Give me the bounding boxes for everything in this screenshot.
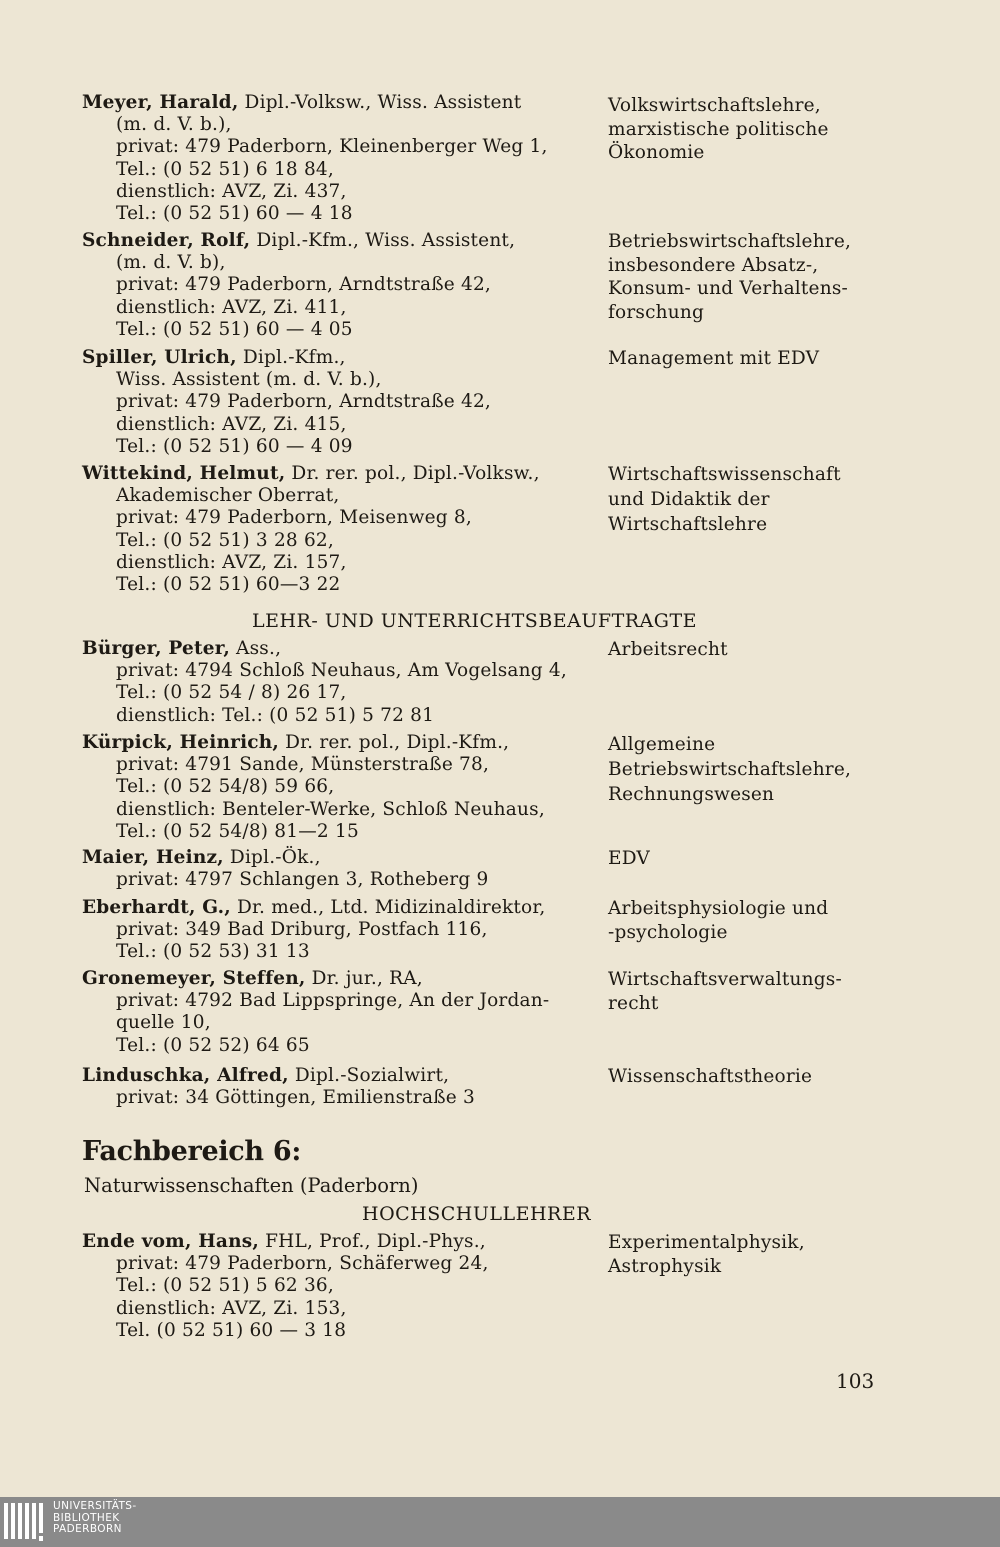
entry-line: privat: 479 Paderborn, Arndtstraße 42,	[116, 274, 492, 296]
person-name: Linduschka, Alfred,	[82, 1065, 289, 1086]
entry-line: privat: 479 Paderborn, Kleinenberger Weg 1,	[116, 136, 548, 158]
subject-line: Wissenschaftstheorie	[608, 1066, 813, 1087]
subject-line: Ökonomie	[608, 142, 705, 163]
subject-spiller	[608, 347, 978, 371]
entry-line: dienstlich: AVZ, Zi. 411,	[116, 296, 347, 318]
subject-line: Allgemeine	[608, 734, 716, 755]
subject-line: insbesondere Absatz-,	[608, 254, 819, 276]
staff-entry-linduschka	[82, 1065, 602, 1109]
entry-line: dienstlich: AVZ, Zi. 437,	[116, 180, 347, 202]
entry-line: privat: 34 Göttingen, Emilienstraße 3	[116, 1087, 475, 1109]
entry-line: privat: 4792 Bad Lippspringe, An der Jordan-	[116, 990, 550, 1012]
entry-line: Tel.: (0 52 52) 64 65	[116, 1034, 310, 1056]
subject-line: -psychologie	[608, 921, 728, 943]
person-name: Maier, Heinz,	[82, 847, 224, 868]
entry-title-line: Dipl.-Kfm.,	[236, 347, 346, 368]
person-name: Bürger, Peter,	[82, 638, 230, 659]
person-name: Gronemeyer, Steffen,	[82, 968, 306, 989]
subject-line: Arbeitsrecht	[608, 639, 728, 660]
subject-linduschka	[608, 1065, 978, 1089]
entry-line: dienstlich: Tel.: (0 52 51) 5 72 81	[116, 704, 435, 726]
staff-entry-ende-vom	[82, 1231, 602, 1342]
subject-line: marxistische politische	[608, 118, 829, 140]
entry-line: privat: 4791 Sande, Münsterstraße 78,	[116, 754, 490, 776]
entry-line: Tel.: (0 52 51) 5 62 36,	[116, 1275, 334, 1297]
staff-entry-buerger	[82, 638, 602, 727]
entry-line: privat: 479 Paderborn, Meisenweg 8,	[116, 507, 472, 529]
subject-line: und Didaktik der	[608, 489, 770, 510]
entry-line: dienstlich: AVZ, Zi. 415,	[116, 413, 347, 435]
subject-line: Arbeitsphysiologie und	[608, 898, 829, 919]
entry-line: Tel.: (0 52 51) 3 28 62,	[116, 529, 334, 551]
person-name: Meyer, Harald,	[82, 92, 239, 113]
entry-line: Akademischer Oberrat,	[116, 485, 340, 507]
subject-ende-vom	[608, 1231, 978, 1278]
person-name: Ende vom, Hans,	[82, 1231, 260, 1252]
subject-wittekind	[608, 462, 978, 537]
subject-maier	[608, 847, 978, 871]
subject-line: forschung	[608, 301, 705, 323]
entry-line: Tel. (0 52 51) 60 — 3 18	[116, 1319, 347, 1341]
entry-line: dienstlich: Benteler-Werke, Schloß Neuhaus,	[116, 798, 545, 820]
entry-line: (m. d. V. b.),	[116, 114, 232, 136]
subject-line: Konsum- und Verhaltens-	[608, 278, 848, 299]
person-name: Kürpick, Heinrich,	[82, 732, 280, 753]
staff-entry-eberhardt	[82, 897, 602, 964]
subject-line: Wirtschaftswissenschaft	[608, 464, 841, 485]
entry-title-line: Dr. rer. pol., Dipl.-Volksw.,	[285, 463, 540, 484]
entry-line: quelle 10,	[116, 1012, 211, 1034]
library-logo-text	[53, 1501, 137, 1536]
entry-line: privat: 479 Paderborn, Schäferweg 24,	[116, 1253, 489, 1275]
staff-entry-gronemeyer	[82, 968, 602, 1057]
entry-line: Tel.: (0 52 51) 60—3 22	[116, 574, 341, 596]
entry-title-line: Dipl.-Volksw., Wiss. Assistent	[238, 92, 522, 113]
entry-line: privat: 4797 Schlangen 3, Rotheberg 9	[116, 869, 489, 891]
person-name: Eberhardt, G.,	[82, 897, 231, 918]
person-name: Wittekind, Helmut,	[82, 463, 286, 484]
subject-kuerpick	[608, 732, 978, 807]
entry-line: Tel.: (0 52 51) 60 — 4 18	[116, 203, 353, 225]
entry-title-line: Dr. rer. pol., Dipl.-Kfm.,	[279, 732, 510, 753]
entry-title-line: Dr. med., Ltd. Midizinaldirektor,	[230, 897, 546, 918]
subject-meyer	[608, 94, 978, 165]
entry-line: (m. d. V. b),	[116, 252, 226, 274]
entry-title-line: Dipl.-Sozialwirt,	[288, 1065, 450, 1086]
entry-title-line: Dr. jur., RA,	[305, 968, 423, 989]
subject-line: Wirtschaftslehre	[608, 514, 768, 535]
logo-line: PADERBORN	[53, 1523, 122, 1535]
entry-title-line: FHL, Prof., Dipl.-Phys.,	[259, 1231, 486, 1252]
section-heading-hochschullehrer: HOCHSCHULLEHRER	[362, 1203, 592, 1225]
fachbereich-subtitle: Naturwissenschaften (Paderborn)	[84, 1174, 419, 1197]
subject-line: Volkswirtschaftslehre,	[608, 95, 821, 116]
subject-line: recht	[608, 992, 659, 1014]
subject-buerger	[608, 638, 978, 662]
entry-line: Tel.: (0 52 53) 31 13	[116, 941, 310, 963]
subject-line: Management mit EDV	[608, 348, 820, 369]
entry-line: privat: 479 Paderborn, Arndtstraße 42,	[116, 391, 492, 413]
entry-line: Tel.: (0 52 51) 6 18 84,	[116, 158, 334, 180]
entry-title-line: Ass.,	[229, 638, 282, 659]
staff-entry-maier	[82, 847, 602, 891]
staff-entry-meyer	[82, 92, 602, 225]
library-logo-icon	[4, 1503, 46, 1543]
subject-line: Rechnungswesen	[608, 784, 775, 805]
entry-line: Tel.: (0 52 54/8) 81—2 15	[116, 820, 359, 842]
entry-line: dienstlich: AVZ, Zi. 157,	[116, 551, 347, 573]
entry-title-line: Dipl.-Ök.,	[223, 847, 321, 868]
subject-line: Wirtschaftsverwaltungs-	[608, 969, 842, 990]
subject-line: Astrophysik	[608, 1255, 722, 1277]
staff-entry-wittekind	[82, 463, 602, 596]
subject-line: Betriebswirtschaftslehre,	[608, 231, 852, 252]
entry-title-line: Dipl.-Kfm., Wiss. Assistent,	[250, 230, 516, 251]
staff-entry-schneider	[82, 230, 602, 341]
entry-line: Tel.: (0 52 51) 60 — 4 09	[116, 435, 353, 457]
entry-line: privat: 349 Bad Driburg, Postfach 116,	[116, 919, 488, 941]
person-name: Schneider, Rolf,	[82, 230, 251, 251]
subject-schneider	[608, 230, 978, 324]
staff-entry-spiller	[82, 347, 602, 458]
subject-line: EDV	[608, 848, 650, 869]
section-heading-lehrbeauftragte: LEHR- UND UNTERRICHTSBEAUFTRAGTE	[252, 610, 697, 632]
subject-eberhardt	[608, 897, 978, 944]
entry-line: Wiss. Assistent (m. d. V. b.),	[116, 369, 382, 391]
entry-line: privat: 4794 Schloß Neuhaus, Am Vogelsang 4,	[116, 660, 567, 682]
subject-line: Experimentalphysik,	[608, 1232, 805, 1253]
logo-line: BIBLIOTHEK	[53, 1511, 120, 1524]
fachbereich-title: Fachbereich 6:	[82, 1136, 301, 1167]
footer-bar	[0, 1497, 1000, 1547]
entry-line: Tel.: (0 52 54/8) 59 66,	[116, 776, 335, 798]
logo-line: UNIVERSITÄTS-	[53, 1500, 137, 1512]
person-name: Spiller, Ulrich,	[82, 347, 237, 368]
page-number: 103	[836, 1369, 875, 1393]
entry-line: Tel.: (0 52 54 / 8) 26 17,	[116, 682, 347, 704]
subject-gronemeyer	[608, 968, 978, 1015]
entry-line: dienstlich: AVZ, Zi. 153,	[116, 1297, 347, 1319]
entry-line: Tel.: (0 52 51) 60 — 4 05	[116, 318, 353, 340]
staff-entry-kuerpick	[82, 732, 602, 843]
subject-line: Betriebswirtschaftslehre,	[608, 759, 852, 780]
